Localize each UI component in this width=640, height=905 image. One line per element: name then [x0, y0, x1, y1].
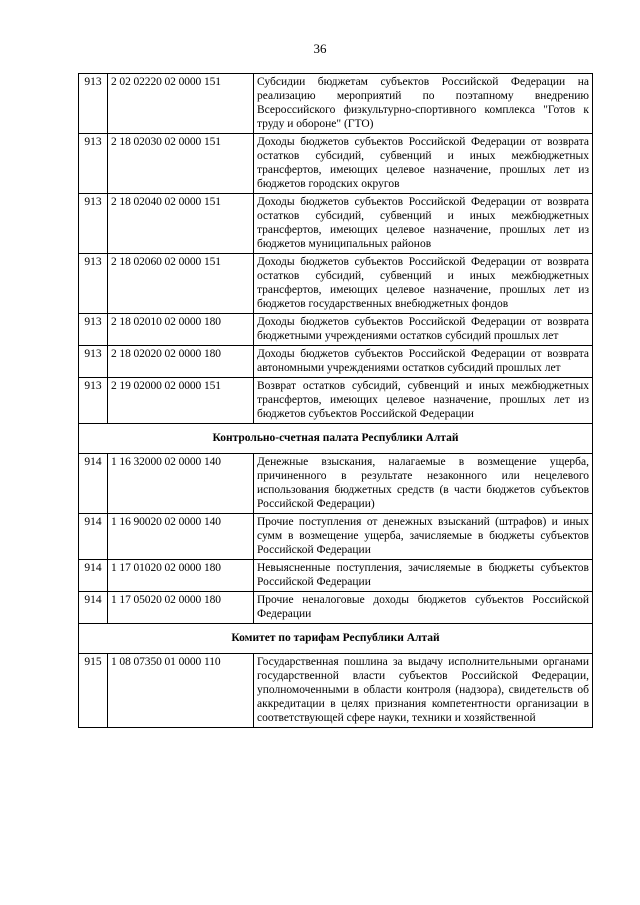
table-body: [79, 74, 593, 728]
admin-code-cell: 913: [79, 134, 108, 194]
admin-code-cell: 914: [79, 454, 108, 514]
section-title: Контрольно-счетная палата Республики Алтай: [79, 424, 593, 454]
admin-code-cell: 914: [79, 592, 108, 624]
admin-code-cell: 913: [79, 194, 108, 254]
admin-code-cell: 914: [79, 560, 108, 592]
budget-code-cell: 2 19 02000 02 0000 151: [108, 378, 254, 424]
table-row: [79, 134, 593, 194]
table-row: [79, 194, 593, 254]
description-cell: Доходы бюджетов субъектов Российской Федерации от возврата бюджетными учреждениями остатков субсидий прошлых лет: [254, 314, 593, 346]
budget-code-cell: 2 18 02010 02 0000 180: [108, 314, 254, 346]
table-row: [79, 454, 593, 514]
description-cell: Денежные взыскания, налагаемые в возмещение ущерба, причиненного в результате незаконного или нецелевого использования бюджетных средств (в части бюджетов субъектов Российской Федерации): [254, 454, 593, 514]
budget-code-cell: 2 02 02220 02 0000 151: [108, 74, 254, 134]
description-cell: Субсидии бюджетам субъектов Российской Федерации на реализацию мероприятий по поэтапному внедрению Всероссийского физкультурно-спортивного комплекса "Готов к труду и обороне" (ГТО): [254, 74, 593, 134]
table-row: [79, 514, 593, 560]
admin-code-cell: 915: [79, 654, 108, 728]
admin-code-cell: 914: [79, 514, 108, 560]
section-header-row: [79, 624, 593, 654]
table-row: [79, 314, 593, 346]
budget-code-cell: 1 16 32000 02 0000 140: [108, 454, 254, 514]
section-title: Комитет по тарифам Республики Алтай: [79, 624, 593, 654]
budget-code-cell: 2 18 02060 02 0000 151: [108, 254, 254, 314]
revenue-codes-table: [78, 73, 593, 728]
budget-code-cell: 1 08 07350 01 0000 110: [108, 654, 254, 728]
admin-code-cell: 913: [79, 314, 108, 346]
table-row: [79, 254, 593, 314]
budget-code-cell: 2 18 02020 02 0000 180: [108, 346, 254, 378]
admin-code-cell: 913: [79, 378, 108, 424]
description-cell: Прочие поступления от денежных взысканий (штрафов) и иных сумм в возмещение ущерба, зачисляемые в бюджеты субъектов Российской Федерации: [254, 514, 593, 560]
budget-code-cell: 2 18 02040 02 0000 151: [108, 194, 254, 254]
description-cell: Прочие неналоговые доходы бюджетов субъектов Российской Федерации: [254, 592, 593, 624]
description-cell: Доходы бюджетов субъектов Российской Федерации от возврата автономными учреждениями остатков субсидий прошлых лет: [254, 346, 593, 378]
description-cell: Доходы бюджетов субъектов Российской Федерации от возврата остатков субсидий, субвенций и иных межбюджетных трансфертов, имеющих целевое назначение, прошлых лет из бюджетов городских округов: [254, 134, 593, 194]
description-cell: Возврат остатков субсидий, субвенций и иных межбюджетных трансфертов, имеющих целевое назначение, прошлых лет из бюджетов субъектов Российской Федерации: [254, 378, 593, 424]
description-cell: Государственная пошлина за выдачу исполнительными органами государственной власти субъектов Российской Федерации, уполномоченными в области контроля (надзора), свидетельств об аккредитации в целях признания компетентности организации в соответствующей сфере науки, техники и хозяйственной: [254, 654, 593, 728]
table-row: [79, 378, 593, 424]
admin-code-cell: 913: [79, 254, 108, 314]
table-row: [79, 592, 593, 624]
table-row: [79, 74, 593, 134]
description-cell: Доходы бюджетов субъектов Российской Федерации от возврата остатков субсидий, субвенций и иных межбюджетных трансфертов, имеющих целевое назначение, прошлых лет из бюджетов государственных внебюджетных фондов: [254, 254, 593, 314]
admin-code-cell: 913: [79, 74, 108, 134]
description-cell: Невыясненные поступления, зачисляемые в бюджеты субъектов Российской Федерации: [254, 560, 593, 592]
page-number: 36: [313, 41, 327, 56]
description-cell: Доходы бюджетов субъектов Российской Федерации от возврата остатков субсидий, субвенций и иных межбюджетных трансфертов, имеющих целевое назначение, прошлых лет из бюджетов муниципальных районов: [254, 194, 593, 254]
budget-code-cell: 1 17 05020 02 0000 180: [108, 592, 254, 624]
table-row: [79, 346, 593, 378]
admin-code-cell: 913: [79, 346, 108, 378]
table-row: [79, 654, 593, 728]
table-row: [79, 560, 593, 592]
section-header-row: [79, 424, 593, 454]
budget-code-cell: 1 16 90020 02 0000 140: [108, 514, 254, 560]
budget-code-cell: 1 17 01020 02 0000 180: [108, 560, 254, 592]
budget-code-cell: 2 18 02030 02 0000 151: [108, 134, 254, 194]
